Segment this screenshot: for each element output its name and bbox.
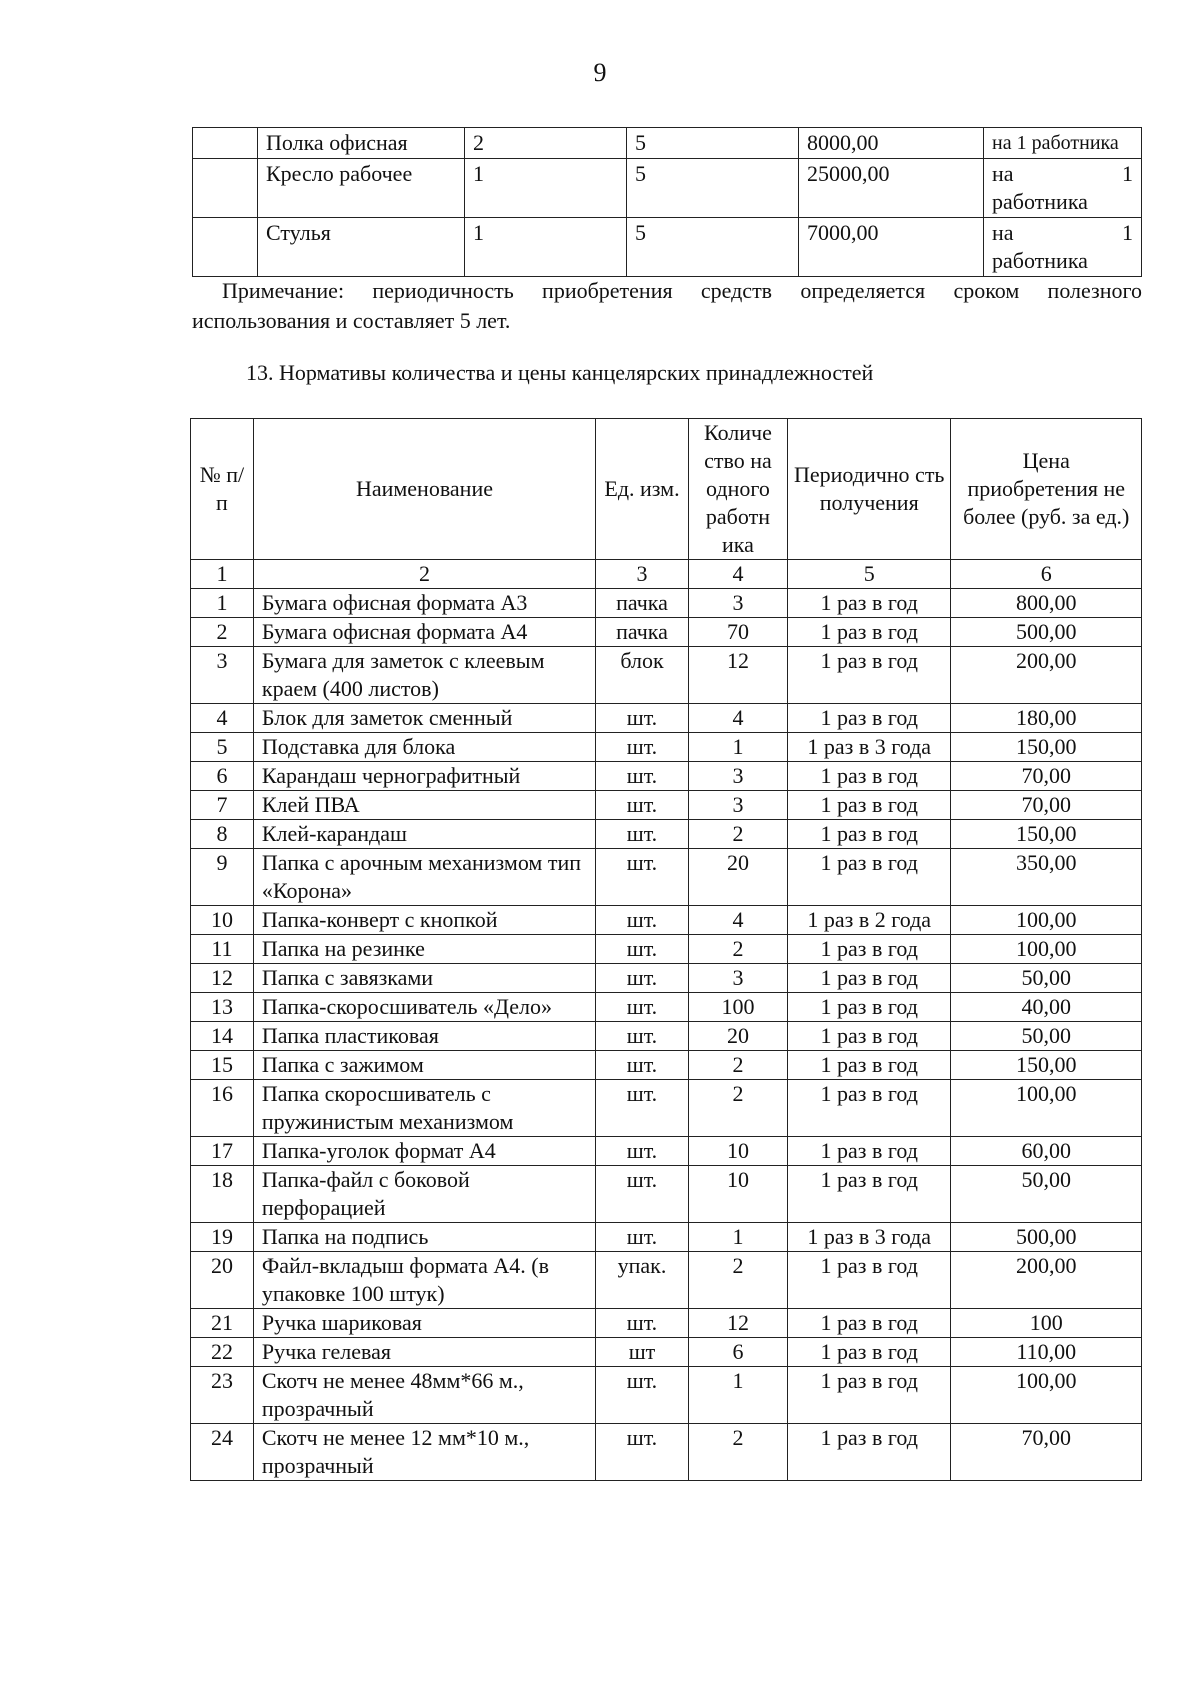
column-number-row — [191, 560, 1142, 589]
cell-qty: 70 — [688, 618, 787, 647]
cell-name: Ручка шариковая — [253, 1309, 595, 1338]
header-no: № п/п — [191, 419, 254, 560]
column-number: 3 — [596, 560, 689, 589]
cell-qty: 10 — [688, 1137, 787, 1166]
cell-name: Папка пластиковая — [253, 1022, 595, 1051]
table-row — [191, 993, 1142, 1022]
cell-period: 1 раз в год — [787, 762, 951, 791]
cell-price: 100,00 — [951, 935, 1142, 964]
cell-unit: пачка — [596, 618, 689, 647]
table-row — [191, 1022, 1142, 1051]
cell-qty: 100 — [688, 993, 787, 1022]
cell-period: 1 раз в год — [787, 1137, 951, 1166]
cell-price: 110,00 — [951, 1338, 1142, 1367]
cell-name: Скотч не менее 12 мм*10 м., прозрачный — [253, 1424, 595, 1481]
cell-qty: 2 — [465, 128, 627, 159]
cell-unit: упак. — [596, 1252, 689, 1309]
table-row — [193, 128, 1142, 159]
cell-years: 5 — [627, 159, 799, 218]
cell-unit: шт. — [596, 1137, 689, 1166]
cell-price: 200,00 — [951, 1252, 1142, 1309]
cell-no: 17 — [191, 1137, 254, 1166]
cell-unit: шт. — [596, 1051, 689, 1080]
header-price: Цена приобретения не более (руб. за ед.) — [951, 419, 1142, 560]
cell-qty: 12 — [688, 1309, 787, 1338]
cell-note: на 1 работника — [984, 128, 1142, 159]
cell-qty: 20 — [688, 849, 787, 906]
cell-period: 1 раз в год — [787, 647, 951, 704]
cell-period: 1 раз в год — [787, 964, 951, 993]
cell-unit: шт. — [596, 1080, 689, 1137]
cell-unit: шт. — [596, 1309, 689, 1338]
cell-qty: 1 — [688, 1367, 787, 1424]
cell-qty: 4 — [688, 906, 787, 935]
cell-name: Скотч не менее 48мм*66 м., прозрачный — [253, 1367, 595, 1424]
cell-qty: 3 — [688, 762, 787, 791]
cell-name: Папка с завязками — [253, 964, 595, 993]
cell-years: 5 — [627, 218, 799, 277]
cell-unit: шт. — [596, 704, 689, 733]
section-title: 13. Нормативы количества и цены канцелярских принадлежностей — [246, 360, 874, 385]
cell-no: 22 — [191, 1338, 254, 1367]
cell-name: Бумага офисная формата А4 — [253, 618, 595, 647]
cell-price: 180,00 — [951, 704, 1142, 733]
table-row — [191, 589, 1142, 618]
column-number: 5 — [787, 560, 951, 589]
table-row — [191, 1338, 1142, 1367]
cell-no: 10 — [191, 906, 254, 935]
cell-no: 5 — [191, 733, 254, 762]
cell-period: 1 раз в год — [787, 1080, 951, 1137]
cell-period: 1 раз в год — [787, 1424, 951, 1481]
cell-period: 1 раз в год — [787, 618, 951, 647]
note-part: работника — [992, 189, 1088, 214]
cell-price: 50,00 — [951, 1022, 1142, 1051]
note-part: на — [992, 161, 1014, 186]
page-number: 9 — [593, 58, 607, 87]
cell-no — [193, 128, 258, 159]
cell-name: Папка на резинке — [253, 935, 595, 964]
cell-no: 1 — [191, 589, 254, 618]
cell-price: 150,00 — [951, 820, 1142, 849]
cell-no: 19 — [191, 1223, 254, 1252]
cell-unit: шт. — [596, 1424, 689, 1481]
cell-qty: 2 — [688, 935, 787, 964]
cell-name: Папка-конверт с кнопкой — [253, 906, 595, 935]
cell-no: 7 — [191, 791, 254, 820]
table-row — [191, 1223, 1142, 1252]
cell-unit: шт — [596, 1338, 689, 1367]
cell-name: Папка на подпись — [253, 1223, 595, 1252]
furniture-table-continuation — [192, 127, 1142, 277]
cell-name: Клей-карандаш — [253, 820, 595, 849]
cell-no: 6 — [191, 762, 254, 791]
cell-period: 1 раз в год — [787, 1166, 951, 1223]
cell-period: 1 раз в год — [787, 849, 951, 906]
note-line — [992, 160, 1133, 188]
cell-qty: 3 — [688, 791, 787, 820]
cell-no — [193, 218, 258, 277]
cell-period: 1 раз в год — [787, 1309, 951, 1338]
cell-unit: шт. — [596, 906, 689, 935]
cell-unit: шт. — [596, 820, 689, 849]
cell-name: Ручка гелевая — [253, 1338, 595, 1367]
cell-period: 1 раз в 3 года — [787, 733, 951, 762]
cell-unit: шт. — [596, 849, 689, 906]
cell-no: 24 — [191, 1424, 254, 1481]
cell-period: 1 раз в год — [787, 1051, 951, 1080]
cell-no: 9 — [191, 849, 254, 906]
table-row — [191, 647, 1142, 704]
cell-price: 100 — [951, 1309, 1142, 1338]
cell-price: 350,00 — [951, 849, 1142, 906]
note-text: Примечание: периодичность приобретения средств определяется сроком полезного использования и составляет 5 лет. — [192, 278, 1142, 333]
cell-unit: пачка — [596, 589, 689, 618]
table-row — [191, 964, 1142, 993]
cell-name: Папка-уголок формат А4 — [253, 1137, 595, 1166]
cell-qty: 2 — [688, 820, 787, 849]
cell-qty: 2 — [688, 1252, 787, 1309]
table-row — [191, 1252, 1142, 1309]
cell-price: 100,00 — [951, 1367, 1142, 1424]
cell-qty: 3 — [688, 964, 787, 993]
cell-price: 7000,00 — [799, 218, 984, 277]
cell-no — [193, 159, 258, 218]
cell-qty: 10 — [688, 1166, 787, 1223]
table-row — [191, 733, 1142, 762]
stationery-norms-table — [190, 418, 1142, 1481]
table-header-row — [191, 419, 1142, 560]
table-row — [191, 849, 1142, 906]
header-qty: Количе ство на одного работн ика — [688, 419, 787, 560]
cell-price: 60,00 — [951, 1137, 1142, 1166]
cell-unit: шт. — [596, 1166, 689, 1223]
cell-qty: 20 — [688, 1022, 787, 1051]
note-line — [992, 219, 1133, 247]
cell-period: 1 раз в год — [787, 1022, 951, 1051]
cell-no: 13 — [191, 993, 254, 1022]
cell-qty: 4 — [688, 704, 787, 733]
cell-no: 23 — [191, 1367, 254, 1424]
cell-no: 11 — [191, 935, 254, 964]
cell-name: Клей ПВА — [253, 791, 595, 820]
column-number: 2 — [253, 560, 595, 589]
cell-name: Папка скоросшиватель с пружинистым механизмом — [253, 1080, 595, 1137]
table-row — [191, 1309, 1142, 1338]
cell-name: Файл-вкладыш формата А4. (в упаковке 100 штук) — [253, 1252, 595, 1309]
cell-name: Стулья — [258, 218, 465, 277]
cell-period: 1 раз в год — [787, 1252, 951, 1309]
cell-price: 150,00 — [951, 1051, 1142, 1080]
column-number: 4 — [688, 560, 787, 589]
cell-unit: шт. — [596, 733, 689, 762]
cell-price: 800,00 — [951, 589, 1142, 618]
cell-name: Кресло рабочее — [258, 159, 465, 218]
cell-note — [984, 218, 1142, 277]
table-row — [191, 906, 1142, 935]
cell-no: 2 — [191, 618, 254, 647]
cell-no: 21 — [191, 1309, 254, 1338]
cell-name: Папка с зажимом — [253, 1051, 595, 1080]
cell-name: Папка с арочным механизмом тип «Корона» — [253, 849, 595, 906]
note-part: 1 — [1122, 161, 1133, 186]
table-row — [191, 791, 1142, 820]
cell-price: 70,00 — [951, 791, 1142, 820]
cell-price: 100,00 — [951, 906, 1142, 935]
cell-name: Карандаш чернографитный — [253, 762, 595, 791]
table-row — [191, 820, 1142, 849]
cell-period: 1 раз в год — [787, 935, 951, 964]
note-part: 1 — [1122, 220, 1133, 245]
cell-period: 1 раз в год — [787, 993, 951, 1022]
header-unit: Ед. изм. — [596, 419, 689, 560]
cell-unit: шт. — [596, 964, 689, 993]
column-number: 6 — [951, 560, 1142, 589]
table-row — [191, 1166, 1142, 1223]
cell-period: 1 раз в год — [787, 704, 951, 733]
cell-period: 1 раз в год — [787, 820, 951, 849]
cell-unit: блок — [596, 647, 689, 704]
cell-no: 18 — [191, 1166, 254, 1223]
cell-name: Бумага для заметок с клеевым краем (400 листов) — [253, 647, 595, 704]
table-row — [191, 762, 1142, 791]
cell-period: 1 раз в год — [787, 1367, 951, 1424]
cell-no: 4 — [191, 704, 254, 733]
cell-qty: 12 — [688, 647, 787, 704]
cell-name: Папка-скоросшиватель «Дело» — [253, 993, 595, 1022]
cell-price: 50,00 — [951, 1166, 1142, 1223]
cell-qty: 6 — [688, 1338, 787, 1367]
cell-period: 1 раз в год — [787, 791, 951, 820]
cell-period: 1 раз в 2 года — [787, 906, 951, 935]
cell-price: 70,00 — [951, 762, 1142, 791]
table-row — [191, 1367, 1142, 1424]
header-name: Наименование — [253, 419, 595, 560]
cell-no: 12 — [191, 964, 254, 993]
cell-unit: шт. — [596, 791, 689, 820]
cell-period: 1 раз в год — [787, 1338, 951, 1367]
cell-unit: шт. — [596, 993, 689, 1022]
cell-no: 8 — [191, 820, 254, 849]
cell-period: 1 раз в год — [787, 589, 951, 618]
cell-qty: 1 — [465, 159, 627, 218]
cell-no: 14 — [191, 1022, 254, 1051]
cell-unit: шт. — [596, 762, 689, 791]
note-part: работника — [992, 248, 1088, 273]
table-row — [193, 218, 1142, 277]
cell-price: 25000,00 — [799, 159, 984, 218]
cell-price: 50,00 — [951, 964, 1142, 993]
cell-unit: шт. — [596, 1367, 689, 1424]
table-row — [193, 159, 1142, 218]
cell-name: Папка-файл с боковой перфорацией — [253, 1166, 595, 1223]
note-paragraph — [192, 276, 1142, 336]
table-row — [191, 1424, 1142, 1481]
cell-price: 150,00 — [951, 733, 1142, 762]
cell-unit: шт. — [596, 1223, 689, 1252]
cell-price: 8000,00 — [799, 128, 984, 159]
cell-price: 70,00 — [951, 1424, 1142, 1481]
cell-name: Подставка для блока — [253, 733, 595, 762]
cell-price: 500,00 — [951, 618, 1142, 647]
note-part: на — [992, 220, 1014, 245]
cell-note — [984, 159, 1142, 218]
cell-name: Бумага офисная формата А3 — [253, 589, 595, 618]
cell-no: 16 — [191, 1080, 254, 1137]
table-row — [191, 1080, 1142, 1137]
cell-unit: шт. — [596, 1022, 689, 1051]
cell-unit: шт. — [596, 935, 689, 964]
cell-no: 15 — [191, 1051, 254, 1080]
cell-qty: 2 — [688, 1051, 787, 1080]
table-row — [191, 1051, 1142, 1080]
cell-name: Блок для заметок сменный — [253, 704, 595, 733]
table-row — [191, 935, 1142, 964]
cell-qty: 3 — [688, 589, 787, 618]
cell-years: 5 — [627, 128, 799, 159]
cell-qty: 1 — [688, 1223, 787, 1252]
table-row — [191, 704, 1142, 733]
cell-period: 1 раз в 3 года — [787, 1223, 951, 1252]
cell-price: 500,00 — [951, 1223, 1142, 1252]
cell-price: 200,00 — [951, 647, 1142, 704]
cell-price: 100,00 — [951, 1080, 1142, 1137]
cell-qty: 1 — [465, 218, 627, 277]
cell-qty: 2 — [688, 1080, 787, 1137]
cell-qty: 2 — [688, 1424, 787, 1481]
cell-no: 3 — [191, 647, 254, 704]
cell-qty: 1 — [688, 733, 787, 762]
table-row — [191, 1137, 1142, 1166]
column-number: 1 — [191, 560, 254, 589]
header-period: Периодично сть получения — [787, 419, 951, 560]
cell-name: Полка офисная — [258, 128, 465, 159]
table-row — [191, 618, 1142, 647]
cell-price: 40,00 — [951, 993, 1142, 1022]
cell-no: 20 — [191, 1252, 254, 1309]
